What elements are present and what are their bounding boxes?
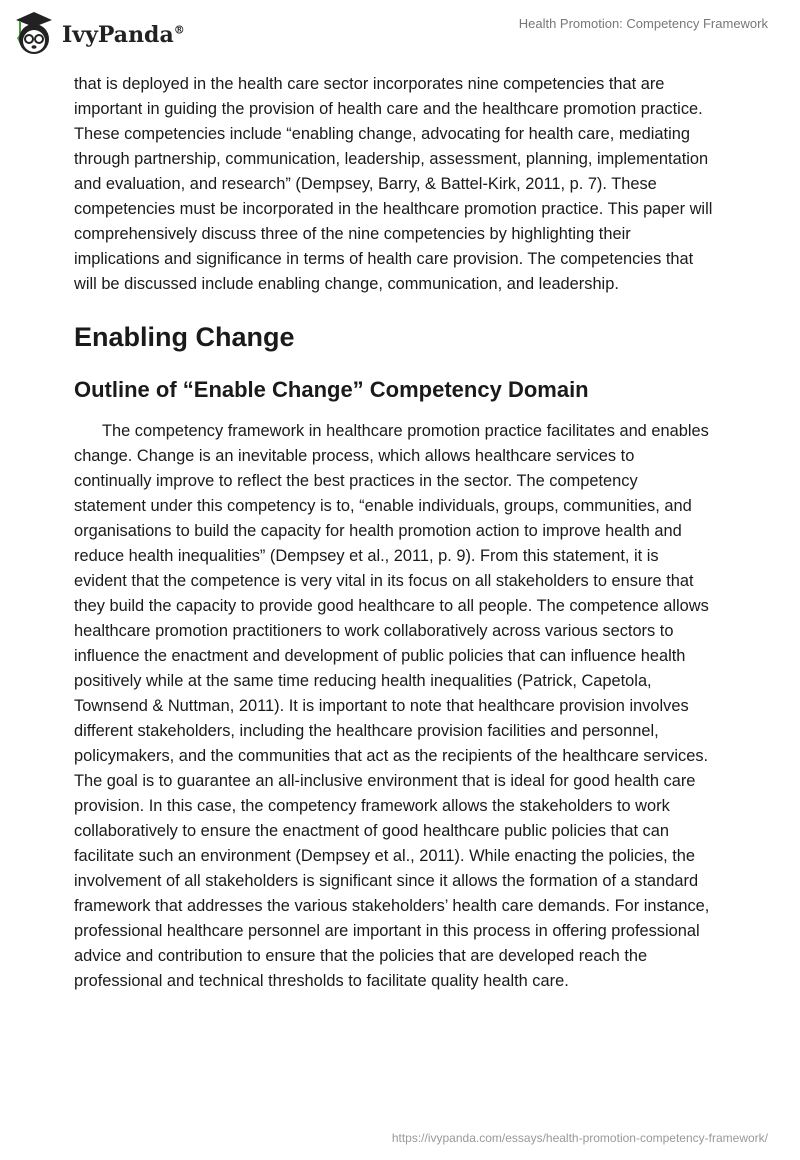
text-line: and evaluation, and research” (Dempsey, Barry, & Battel-Kirk, 2011, p. 7). These (74, 175, 657, 193)
text-line: provision. In this case, the competency framework allows the stakeholders to work (74, 797, 670, 815)
text-line: statement under this competency is to, “enable individuals, groups, communities, and (74, 497, 692, 515)
text-line: different stakeholders, including the healthcare provision facilities and personnel, (74, 722, 659, 740)
text-line: through partnership, communication, leadership, assessment, planning, implementation (74, 150, 709, 168)
registered-mark: ® (173, 23, 185, 37)
essay-content (74, 72, 734, 994)
source-url[interactable]: https://ivypanda.com/essays/health-promotion-competency-framework/ (391, 1131, 768, 1145)
text-line: The competency framework in healthcare promotion practice facilitates and enables (102, 422, 709, 440)
text-line: influence the enactment and development of public policies that can influence health (74, 647, 686, 665)
text-line: involvement of all stakeholders is significant since it allows the formation of a standard (74, 872, 699, 890)
text-line: professional and technical thresholds to facilitate quality health care. (74, 972, 569, 990)
text-line: Townsend & Nuttman, 2011). It is important to note that healthcare provision involves (74, 697, 689, 715)
ivypanda-logo[interactable] (12, 8, 185, 56)
text-line: facilitate such an environment (Dempsey et al., 2011). While enacting the policies, the (74, 847, 696, 865)
text-line: evident that the competence is very vital in its focus on all stakeholders to ensure that (74, 572, 694, 590)
text-line: organisations to build the capacity for health promotion action to improve health and (74, 522, 682, 540)
text-line: advice and contribution to ensure that the policies that are developed reach the (74, 947, 648, 965)
text-line: will be discussed include enabling change, communication, and leadership. (74, 275, 619, 293)
text-line: reduce health inequalities” (Dempsey et al., 2011, p. 9). From this statement, it is (74, 547, 659, 565)
text-line: competencies must be incorporated in the healthcare promotion practice. This paper will (74, 200, 713, 218)
section-heading: Enabling Change (74, 322, 295, 352)
text-line: policymakers, and the communities that act as the recipients of the healthcare services. (74, 747, 709, 765)
text-line: continually improve to reflect the best practices in the sector. The competency (74, 472, 638, 490)
subsection-heading: Outline of “Enable Change” Competency Domain (74, 377, 589, 402)
text-line: The goal is to guarantee an all-inclusive environment that is ideal for good health care (74, 772, 696, 790)
page-header (0, 0, 800, 60)
text-line: implications and significance in terms of health care provision. The competencies that (74, 250, 694, 268)
text-line: These competencies include “enabling change, advocating for health care, mediating (74, 125, 690, 143)
text-line: collaboratively to ensure the enactment of good healthcare public policies that can (74, 822, 669, 840)
text-line: positively while at the same time reducing health inequalities (Patrick, Capetola, (74, 672, 652, 690)
text-line: professional healthcare personnel are important in this process in offering professional (74, 922, 700, 940)
brand-name: IvyPanda (62, 22, 174, 48)
text-line: change. Change is an inevitable process, which allows healthcare services to (74, 447, 635, 465)
body-paragraph (74, 419, 734, 994)
intro-paragraph (74, 72, 734, 297)
panda-graduate-icon (12, 8, 56, 56)
document-title: Health Promotion: Competency Framework (518, 16, 768, 31)
text-line: important in guiding the provision of health care and the healthcare promotion practice. (74, 100, 703, 118)
text-line: healthcare promotion practitioners to work collaboratively across various sectors to (74, 622, 674, 640)
text-line: comprehensively discuss three of the nine competencies by highlighting their (74, 225, 631, 243)
text-line: that is deployed in the health care sector incorporates nine competencies that are (74, 75, 665, 93)
text-line: framework that addresses the various stakeholders’ health care demands. For instance, (74, 897, 710, 915)
text-line: they build the capacity to provide good healthcare to all people. The competence allows (74, 597, 709, 615)
